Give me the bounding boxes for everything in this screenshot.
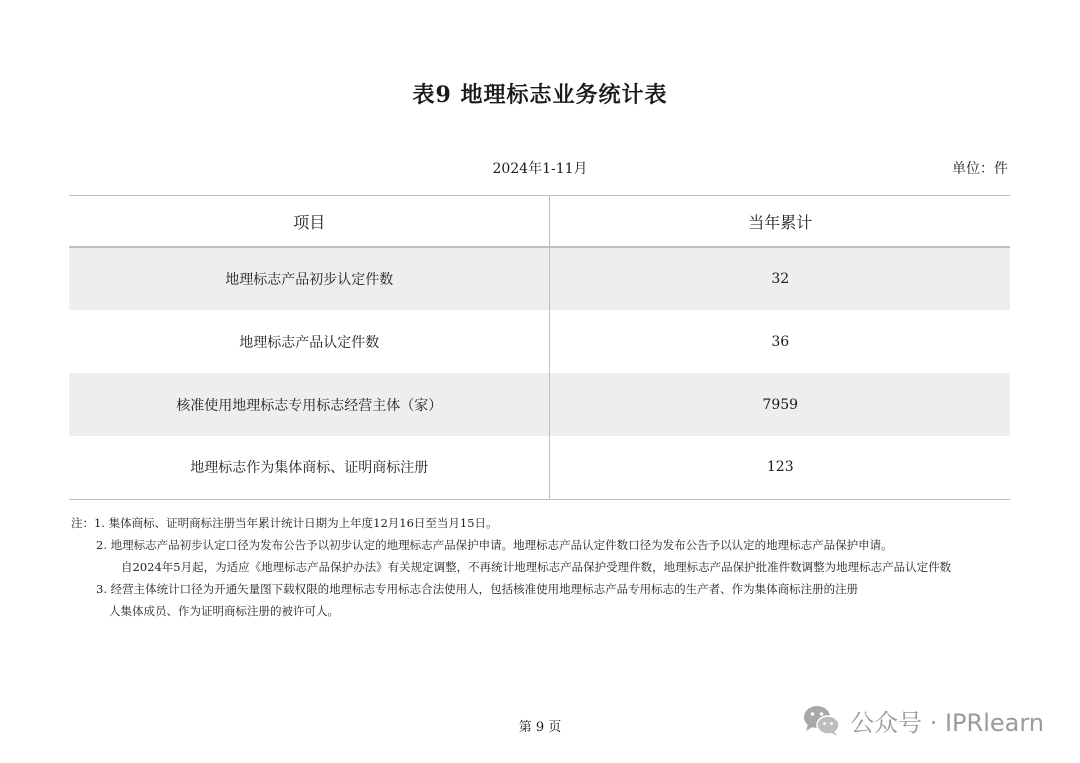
statistics-table (69, 195, 1010, 500)
row-value: 36 (771, 333, 790, 350)
row-value: 123 (550, 436, 1010, 499)
report-period: 2024年1-11月 (492, 161, 588, 177)
footnote-line: 3. 经营主体统计口径为开通矢量图下载权限的地理标志专用标志合法使用人，包括核准使用地理标志产品专用标志的生产者、作为集体商标注册的注册 (96, 582, 859, 596)
table-row (69, 373, 1010, 436)
wechat-icon (802, 704, 842, 738)
table-row (69, 247, 1010, 310)
footnote-line: 自2024年5月起，为适应《地理标志产品保护办法》有关规定调整，不再统计地理标志产品保护受理件数，地理标志产品保护批准件数调整为地理标志产品认定件数 (121, 560, 952, 574)
footnote-line: 人集体成员、作为证明商标注册的被许可人。 (109, 604, 339, 618)
table-header-row (69, 196, 1010, 248)
table-row (69, 436, 1010, 499)
watermark (802, 703, 1044, 738)
footnote-line: 注：1. 集体商标、证明商标注册当年累计统计日期为上年度12月16日至当月15日。 (71, 516, 498, 530)
row-item: 地理标志产品初步认定件数 (69, 247, 550, 310)
row-item: 地理标志作为集体商标、证明商标注册 (69, 436, 550, 499)
row-value: 7959 (550, 373, 1010, 436)
footnotes (71, 512, 951, 622)
header-item: 项目 (69, 196, 550, 248)
table-row (69, 310, 1010, 373)
unit-label: 单位：件 (952, 161, 1008, 177)
table-title: 表9 地理标志业务统计表 (412, 82, 668, 108)
footnote-line: 2. 地理标志产品初步认定口径为发布公告予以初步认定的地理标志产品保护申请。地理标志产品认定件数口径为发布公告予以认定的地理标志产品保护申请。 (96, 538, 893, 552)
header-cumulative: 当年累计 (550, 196, 1010, 248)
row-item: 核准使用地理标志专用标志经营主体（家） (69, 373, 550, 436)
row-value: 32 (550, 247, 1010, 310)
watermark-text: 公众号 · IPRlearn (850, 709, 1044, 737)
page-number: 第 9 页 (518, 720, 562, 735)
row-item: 地理标志产品认定件数 (69, 310, 550, 373)
